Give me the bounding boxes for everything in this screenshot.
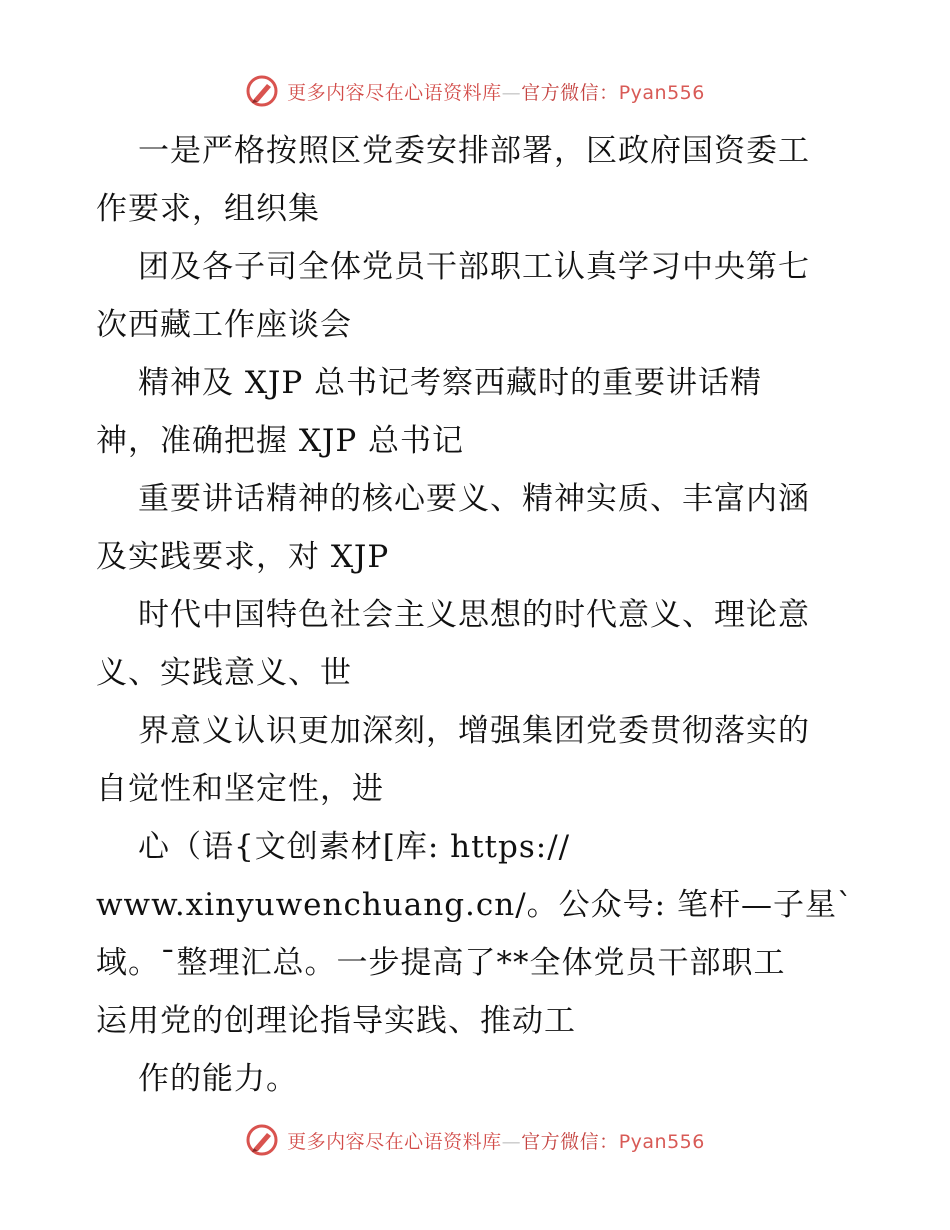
body-line: 界意义认识更加深刻，增强集团党委贯彻落实的: [138, 713, 810, 749]
body-line: www.xinyuwenchuang.cn/。公众号: 笔杆—子星`: [96, 887, 854, 923]
banner-text: [287, 78, 705, 105]
body-line: 次西藏工作座谈会: [96, 307, 352, 343]
banner-separator: —: [501, 1130, 522, 1153]
banner-site: 更多内容尽在心语资料库: [287, 81, 502, 104]
banner-separator: —: [501, 81, 522, 104]
banner-text: [287, 1127, 705, 1154]
body-line: 一是严格按照区党委安排部署，区政府国资委工: [138, 133, 810, 169]
header-banner: [0, 71, 950, 111]
body-line: 运用党的创理论指导实践、推动工: [96, 1003, 576, 1039]
body-line: 义、实践意义、世: [96, 655, 352, 691]
banner-site: 更多内容尽在心语资料库: [287, 1130, 502, 1153]
body-line: 域。¯整理汇总。一步提高了**全体党员干部职工: [96, 945, 786, 981]
pen-logo-icon: [245, 1123, 279, 1157]
footer-banner: [0, 1120, 950, 1160]
body-line: 精神及 XJP 总书记考察西藏时的重要讲话精: [138, 365, 763, 401]
document-body: [96, 122, 856, 1108]
body-line: 自觉性和坚定性，进: [96, 771, 384, 807]
banner-wechat-label: 官方微信：: [521, 1130, 619, 1153]
body-line: 重要讲话精神的核心要义、精神实质、丰富内涵: [138, 481, 810, 517]
pen-logo-icon: [245, 74, 279, 108]
body-line: 团及各子司全体党员干部职工认真学习中央第七: [138, 249, 810, 285]
banner-wechat-id: Pyan556: [618, 81, 705, 104]
body-line: 心（语{文创素材[库: https://: [138, 829, 571, 865]
body-line: 作要求，组织集: [96, 191, 320, 227]
body-line: 作的能力。: [138, 1061, 298, 1097]
banner-wechat-label: 官方微信：: [521, 81, 619, 104]
body-line: 神，准确把握 XJP 总书记: [96, 423, 465, 459]
body-line: 时代中国特色社会主义思想的时代意义、理论意: [138, 597, 810, 633]
banner-wechat-id: Pyan556: [618, 1130, 705, 1153]
body-line: 及实践要求，对 XJP: [96, 539, 390, 575]
